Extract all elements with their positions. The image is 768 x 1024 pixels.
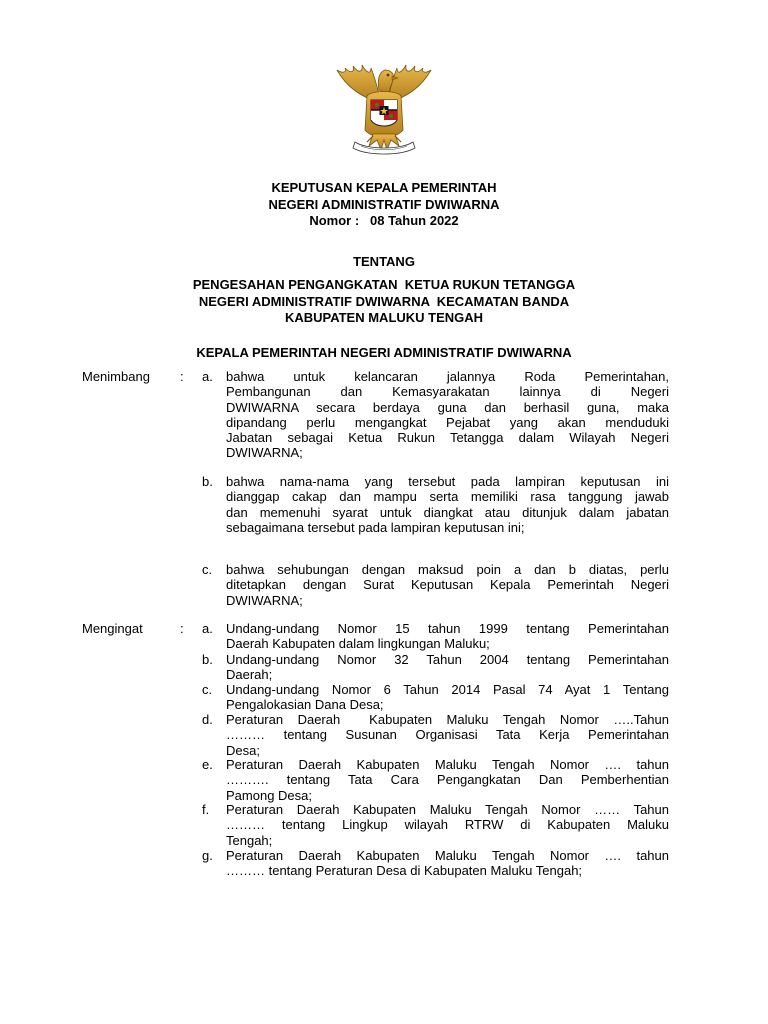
mengingat-item-c — [226, 682, 669, 713]
clause-line: Peraturan Daerah Kabupaten Maluku Tengah Nomor …..Tahun — [226, 712, 669, 727]
clause-line: Peraturan Daerah Kabupaten Maluku Tengah Nomor …… Tahun — [226, 802, 669, 817]
menimbang-item-letter: a. — [202, 369, 213, 384]
menimbang-item-letter: b. — [202, 474, 213, 489]
clause-line: sebagaimana tersebut pada lampiran keputusan ini; — [226, 519, 525, 535]
clause-line: bahwa sehubungan dengan maksud poin a dan b diatas, perlu — [226, 562, 669, 577]
mengingat-item-letter: c. — [202, 682, 213, 697]
mengingat-item-letter: e. — [202, 757, 213, 772]
menimbang-label: Menimbang — [82, 369, 150, 384]
clause-line: Peraturan Daerah Kabupaten Maluku Tengah Nomor …. tahun — [226, 848, 669, 863]
tentang-heading: TENTANG — [353, 254, 415, 269]
clause-line: Tengah; — [226, 832, 273, 848]
mengingat-item-d — [226, 712, 669, 758]
mengingat-colon: : — [180, 621, 184, 636]
clause-line: dan memenuhi syarat untuk diangkat atau ditunjuk dalam jabatan — [226, 504, 669, 520]
clause-line: Pamong Desa; — [226, 787, 312, 803]
subject-line: PENGESAHAN PENGANGKATAN KETUA RUKUN TETANGGA — [192, 277, 576, 292]
mengingat-item-g — [226, 848, 669, 879]
clause-line: bahwa nama-nama yang tersebut pada lampiran keputusan ini — [226, 474, 669, 489]
decree-title — [0, 180, 768, 230]
clause-line: Undang-undang Nomor 15 tahun 1999 tentang Pemerintahan — [226, 621, 669, 636]
mengingat-item-letter: a. — [202, 621, 213, 636]
clause-line: DWIWARNA secara berdaya guna dan berhasil guna, maka — [226, 399, 669, 415]
clause-line: Desa; — [226, 742, 260, 758]
clause-line: Undang-undang Nomor 32 Tahun 2004 tentang Pemerintahan — [226, 652, 669, 667]
clause-line: ……… tentang Susunan Organisasi Tata Kerja Pemerintahan — [226, 727, 669, 743]
decree-subject — [0, 277, 768, 327]
mengingat-item-f — [226, 802, 669, 848]
menimbang-item-a — [226, 369, 669, 461]
menimbang-item-b — [226, 474, 669, 535]
clause-line: ……… tentang Lingkup wilayah RTRW di Kabupaten Maluku — [226, 817, 669, 833]
clause-line: Peraturan Daerah Kabupaten Maluku Tengah Nomor …. tahun — [226, 757, 669, 772]
mengingat-item-a — [226, 621, 669, 652]
mengingat-item-e — [226, 757, 669, 803]
clause-line: Daerah; — [226, 667, 273, 683]
decree-number: Nomor : 08 Tahun 2022 — [309, 213, 459, 228]
mengingat-item-b — [226, 652, 669, 683]
clause-line: ……… tentang Peraturan Desa di Kabupaten Maluku Tengah; — [226, 863, 583, 879]
clause-line: Pengalokasian Dana Desa; — [226, 697, 384, 713]
mengingat-item-letter: b. — [202, 652, 213, 667]
mengingat-label: Mengingat — [82, 621, 143, 636]
mengingat-item-letter: d. — [202, 712, 213, 727]
clause-line: dianggap cakap dan mampu serta memiliki rasa tanggung jawab — [226, 489, 669, 505]
clause-line: Undang-undang Nomor 6 Tahun 2014 Pasal 74 Ayat 1 Tentang — [226, 682, 669, 697]
menimbang-item-letter: c. — [202, 562, 213, 577]
clause-line: Daerah Kabupaten dalam lingkungan Maluku; — [226, 636, 490, 652]
clause-line: bahwa untuk kelancaran jalannya Roda Pemerintahan, — [226, 369, 669, 384]
decree-title-line: NEGERI ADMINISTRATIF DWIWARNA — [268, 196, 500, 212]
clause-line: DWIWARNA; — [226, 445, 303, 461]
clause-line: ditetapkan dengan Surat Keputusan Kepala Pemerintah Negeri — [226, 577, 669, 593]
mengingat-item-letter: f. — [202, 802, 210, 817]
clause-line: DWIWARNA; — [226, 592, 303, 608]
subject-line: NEGERI ADMINISTRATIF DWIWARNA KECAMATAN BANDA — [198, 293, 570, 309]
clause-line: ………. tentang Tata Cara Pengangkatan Dan Pemberhentian — [226, 772, 669, 788]
subject-line: KABUPATEN MALUKU TENGAH — [284, 310, 484, 325]
clause-line: dipandang perlu mengangkat Pejabat yang akan menduduki — [226, 414, 669, 430]
mengingat-item-letter: g. — [202, 848, 213, 863]
clause-line: Jabatan sebagai Ketua Rukun Tetangga dalam Wilayah Negeri — [226, 430, 669, 446]
decree-title-line: KEPUTUSAN KEPALA PEMERINTAH — [271, 180, 497, 195]
garuda-pancasila-emblem — [333, 60, 435, 160]
menimbang-item-c — [226, 562, 669, 608]
clause-line: Pembangunan dan Kemasyarakatan lainnya di Negeri — [226, 384, 669, 400]
menimbang-colon: : — [180, 369, 184, 384]
issuer-heading: KEPALA PEMERINTAH NEGERI ADMINISTRATIF DWIWARNA — [196, 345, 572, 360]
